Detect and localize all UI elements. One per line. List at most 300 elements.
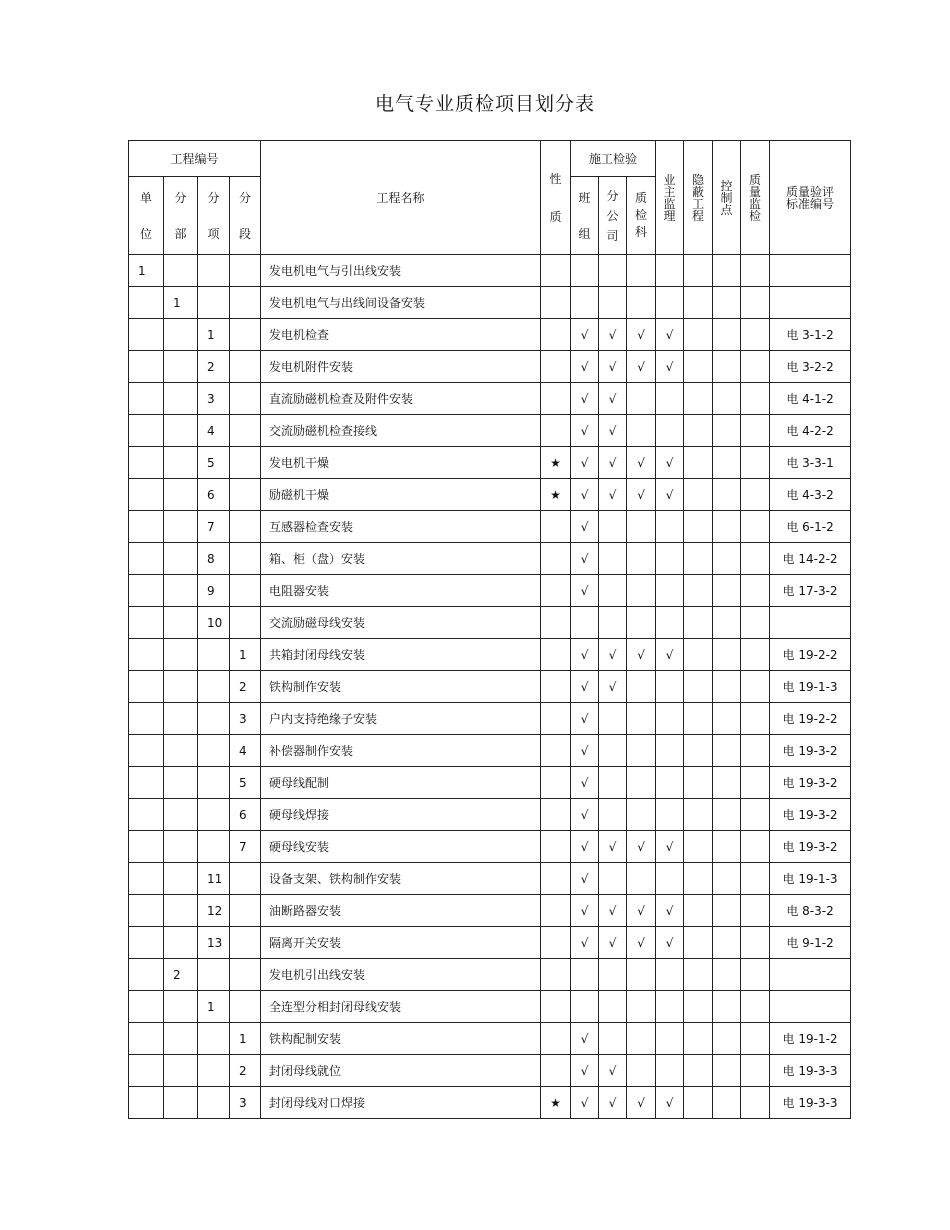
table-row (129, 543, 851, 575)
owner-check: √ (656, 479, 684, 511)
team-check: √ (571, 639, 599, 671)
item-cell: 5 (198, 447, 230, 479)
hidden-works-cell (684, 799, 713, 831)
section-cell (230, 543, 261, 575)
branch-check (599, 959, 627, 991)
team-check: √ (571, 1023, 599, 1055)
qc-check (627, 959, 656, 991)
standard-no-cell: 电 19-1-3 (770, 671, 851, 703)
section-cell (230, 383, 261, 415)
owner-check: √ (656, 447, 684, 479)
hidden-works-cell (684, 255, 713, 287)
control-point-cell (713, 735, 741, 767)
owner-check (656, 863, 684, 895)
section-cell (230, 607, 261, 639)
owner-check: √ (656, 1087, 684, 1119)
project-name-cell: 直流励磁机检查及附件安装 (261, 383, 541, 415)
control-point-cell (713, 255, 741, 287)
standard-no-cell: 电 14-2-2 (770, 543, 851, 575)
quality-supervision-cell (741, 671, 770, 703)
nature-cell (541, 255, 571, 287)
branch-check: √ (599, 639, 627, 671)
owner-check (656, 799, 684, 831)
project-name-cell: 设备支架、铁构制作安装 (261, 863, 541, 895)
item-cell (198, 767, 230, 799)
unit-cell (129, 479, 164, 511)
item-cell: 2 (198, 351, 230, 383)
standard-no-cell: 电 19-1-2 (770, 1023, 851, 1055)
nature-cell (541, 351, 571, 383)
header-qc-dept: 质 检 科 (627, 177, 656, 255)
division-cell (164, 991, 198, 1023)
branch-check: √ (599, 351, 627, 383)
section-cell (230, 255, 261, 287)
team-check: √ (571, 575, 599, 607)
item-cell (198, 1023, 230, 1055)
team-check: √ (571, 671, 599, 703)
qc-check (627, 415, 656, 447)
standard-no-cell: 电 19-3-3 (770, 1055, 851, 1087)
division-cell (164, 831, 198, 863)
quality-supervision-cell (741, 415, 770, 447)
division-cell (164, 351, 198, 383)
branch-check: √ (599, 447, 627, 479)
control-point-cell (713, 1087, 741, 1119)
unit-cell (129, 959, 164, 991)
division-cell (164, 447, 198, 479)
team-check: √ (571, 735, 599, 767)
item-cell (198, 639, 230, 671)
standard-no-cell: 电 19-3-2 (770, 735, 851, 767)
nature-cell (541, 383, 571, 415)
qc-check (627, 799, 656, 831)
division-cell (164, 1023, 198, 1055)
nature-cell (541, 639, 571, 671)
branch-check (599, 1023, 627, 1055)
division-cell (164, 479, 198, 511)
project-name-cell: 硬母线焊接 (261, 799, 541, 831)
nature-cell (541, 1055, 571, 1087)
project-name-cell: 铁构制作安装 (261, 671, 541, 703)
team-check: √ (571, 351, 599, 383)
hidden-works-cell (684, 991, 713, 1023)
project-name-cell: 补偿器制作安装 (261, 735, 541, 767)
qc-check (627, 287, 656, 319)
nature-cell: ★ (541, 479, 571, 511)
team-check: √ (571, 703, 599, 735)
division-cell (164, 639, 198, 671)
division-cell (164, 575, 198, 607)
branch-check (599, 735, 627, 767)
qc-check: √ (627, 447, 656, 479)
control-point-cell (713, 479, 741, 511)
project-name-cell: 电阻器安装 (261, 575, 541, 607)
header-branch: 分 公 司 (599, 177, 627, 255)
division-cell (164, 543, 198, 575)
item-cell: 4 (198, 415, 230, 447)
header-section: 分 段 (230, 177, 261, 255)
control-point-cell (713, 959, 741, 991)
owner-check (656, 543, 684, 575)
item-cell: 11 (198, 863, 230, 895)
control-point-cell (713, 1023, 741, 1055)
standard-no-cell: 电 8-3-2 (770, 895, 851, 927)
standard-no-cell: 电 4-3-2 (770, 479, 851, 511)
quality-supervision-cell (741, 1055, 770, 1087)
owner-check (656, 415, 684, 447)
nature-cell (541, 671, 571, 703)
owner-check (656, 607, 684, 639)
unit-cell (129, 671, 164, 703)
team-check: √ (571, 799, 599, 831)
hidden-works-cell (684, 767, 713, 799)
table-row (129, 607, 851, 639)
hidden-works-cell (684, 447, 713, 479)
section-cell (230, 863, 261, 895)
team-check (571, 607, 599, 639)
project-name-cell: 发电机引出线安装 (261, 959, 541, 991)
table-row (129, 351, 851, 383)
branch-check (599, 287, 627, 319)
team-check: √ (571, 383, 599, 415)
standard-no-cell: 电 19-3-3 (770, 1087, 851, 1119)
table-row (129, 927, 851, 959)
unit-cell (129, 319, 164, 351)
hidden-works-cell (684, 1023, 713, 1055)
branch-check: √ (599, 927, 627, 959)
owner-check: √ (656, 927, 684, 959)
standard-no-cell: 电 4-2-2 (770, 415, 851, 447)
unit-cell (129, 543, 164, 575)
hidden-works-cell (684, 543, 713, 575)
project-name-cell: 户内支持绝缘子安装 (261, 703, 541, 735)
item-cell (198, 703, 230, 735)
project-name-cell: 共箱封闭母线安装 (261, 639, 541, 671)
nature-cell: ★ (541, 447, 571, 479)
section-cell: 5 (230, 767, 261, 799)
team-check: √ (571, 479, 599, 511)
header-unit: 单 位 (129, 177, 164, 255)
branch-check: √ (599, 479, 627, 511)
project-name-cell: 发电机附件安装 (261, 351, 541, 383)
table-row (129, 447, 851, 479)
division-cell (164, 383, 198, 415)
qc-check (627, 767, 656, 799)
quality-supervision-cell (741, 863, 770, 895)
owner-check (656, 959, 684, 991)
item-cell: 9 (198, 575, 230, 607)
quality-supervision-cell (741, 511, 770, 543)
quality-supervision-cell (741, 351, 770, 383)
division-cell (164, 703, 198, 735)
unit-cell (129, 607, 164, 639)
unit-cell (129, 735, 164, 767)
branch-check (599, 703, 627, 735)
qc-check: √ (627, 1087, 656, 1119)
table-row (129, 383, 851, 415)
quality-supervision-cell (741, 607, 770, 639)
team-check: √ (571, 319, 599, 351)
qc-check (627, 543, 656, 575)
project-name-cell: 发电机干燥 (261, 447, 541, 479)
section-cell (230, 479, 261, 511)
header-owner-supervision: 业 主 监 理 (656, 141, 684, 255)
qc-check (627, 703, 656, 735)
item-cell: 7 (198, 511, 230, 543)
quality-supervision-cell (741, 447, 770, 479)
team-check: √ (571, 863, 599, 895)
team-check: √ (571, 895, 599, 927)
control-point-cell (713, 639, 741, 671)
item-cell (198, 287, 230, 319)
quality-inspection-table (128, 140, 851, 1119)
section-cell: 2 (230, 671, 261, 703)
branch-check: √ (599, 671, 627, 703)
nature-cell (541, 895, 571, 927)
division-cell (164, 1055, 198, 1087)
branch-check: √ (599, 319, 627, 351)
hidden-works-cell (684, 511, 713, 543)
standard-no-cell: 电 6-1-2 (770, 511, 851, 543)
section-cell (230, 511, 261, 543)
project-name-cell: 发电机检查 (261, 319, 541, 351)
standard-no-cell: 电 17-3-2 (770, 575, 851, 607)
qc-check: √ (627, 895, 656, 927)
header-standard-no: 质量验评 标准编号 (770, 141, 851, 255)
table-row (129, 863, 851, 895)
unit-cell (129, 639, 164, 671)
standard-no-cell: 电 19-2-2 (770, 703, 851, 735)
section-cell: 7 (230, 831, 261, 863)
owner-check: √ (656, 895, 684, 927)
qc-check (627, 735, 656, 767)
header-item: 分 项 (198, 177, 230, 255)
team-check (571, 959, 599, 991)
item-cell: 6 (198, 479, 230, 511)
unit-cell (129, 287, 164, 319)
nature-cell (541, 735, 571, 767)
owner-check: √ (656, 319, 684, 351)
branch-check (599, 575, 627, 607)
project-name-cell: 隔离开关安装 (261, 927, 541, 959)
control-point-cell (713, 543, 741, 575)
hidden-works-cell (684, 703, 713, 735)
hidden-works-cell (684, 607, 713, 639)
section-cell (230, 351, 261, 383)
nature-cell (541, 575, 571, 607)
owner-check: √ (656, 639, 684, 671)
branch-check: √ (599, 415, 627, 447)
hidden-works-cell (684, 895, 713, 927)
quality-supervision-cell (741, 767, 770, 799)
project-name-cell: 箱、柜（盘）安装 (261, 543, 541, 575)
section-cell: 4 (230, 735, 261, 767)
control-point-cell (713, 991, 741, 1023)
control-point-cell (713, 287, 741, 319)
quality-supervision-cell (741, 1023, 770, 1055)
item-cell: 13 (198, 927, 230, 959)
nature-cell (541, 863, 571, 895)
section-cell: 1 (230, 1023, 261, 1055)
hidden-works-cell (684, 1087, 713, 1119)
table-row (129, 895, 851, 927)
standard-no-cell: 电 4-1-2 (770, 383, 851, 415)
qc-check (627, 255, 656, 287)
table-row (129, 319, 851, 351)
qc-check: √ (627, 639, 656, 671)
project-name-cell: 油断路器安装 (261, 895, 541, 927)
division-cell (164, 895, 198, 927)
control-point-cell (713, 383, 741, 415)
unit-cell (129, 703, 164, 735)
item-cell: 10 (198, 607, 230, 639)
item-cell: 8 (198, 543, 230, 575)
control-point-cell (713, 511, 741, 543)
team-check: √ (571, 415, 599, 447)
unit-cell (129, 767, 164, 799)
control-point-cell (713, 703, 741, 735)
quality-supervision-cell (741, 927, 770, 959)
owner-check: √ (656, 351, 684, 383)
unit-cell (129, 1055, 164, 1087)
division-cell (164, 671, 198, 703)
nature-cell (541, 799, 571, 831)
owner-check (656, 767, 684, 799)
item-cell (198, 735, 230, 767)
branch-check: √ (599, 1055, 627, 1087)
hidden-works-cell (684, 575, 713, 607)
unit-cell (129, 831, 164, 863)
branch-check (599, 255, 627, 287)
unit-cell: 1 (129, 255, 164, 287)
unit-cell (129, 383, 164, 415)
table-row (129, 511, 851, 543)
qc-check (627, 991, 656, 1023)
qc-check: √ (627, 927, 656, 959)
unit-cell (129, 1087, 164, 1119)
table-row (129, 703, 851, 735)
control-point-cell (713, 1055, 741, 1087)
team-check (571, 991, 599, 1023)
qc-check (627, 607, 656, 639)
unit-cell (129, 927, 164, 959)
control-point-cell (713, 415, 741, 447)
quality-supervision-cell (741, 543, 770, 575)
table-row (129, 767, 851, 799)
unit-cell (129, 447, 164, 479)
hidden-works-cell (684, 735, 713, 767)
division-cell (164, 863, 198, 895)
hidden-works-cell (684, 639, 713, 671)
standard-no-cell (770, 607, 851, 639)
control-point-cell (713, 863, 741, 895)
hidden-works-cell (684, 383, 713, 415)
item-cell (198, 255, 230, 287)
table-row (129, 831, 851, 863)
nature-cell (541, 991, 571, 1023)
team-check: √ (571, 511, 599, 543)
team-check (571, 255, 599, 287)
project-name-cell: 铁构配制安装 (261, 1023, 541, 1055)
owner-check (656, 383, 684, 415)
division-cell (164, 735, 198, 767)
quality-supervision-cell (741, 831, 770, 863)
nature-cell (541, 767, 571, 799)
qc-check (627, 511, 656, 543)
header-project-code: 工程编号 (129, 141, 261, 177)
branch-check (599, 543, 627, 575)
control-point-cell (713, 831, 741, 863)
branch-check: √ (599, 831, 627, 863)
qc-check: √ (627, 351, 656, 383)
quality-supervision-cell (741, 575, 770, 607)
project-name-cell: 交流励磁母线安装 (261, 607, 541, 639)
team-check: √ (571, 447, 599, 479)
branch-check (599, 511, 627, 543)
branch-check (599, 767, 627, 799)
section-cell (230, 959, 261, 991)
control-point-cell (713, 927, 741, 959)
project-name-cell: 硬母线安装 (261, 831, 541, 863)
owner-check (656, 255, 684, 287)
table-row (129, 799, 851, 831)
table-row (129, 575, 851, 607)
qc-check: √ (627, 479, 656, 511)
qc-check (627, 1023, 656, 1055)
item-cell (198, 671, 230, 703)
division-cell (164, 511, 198, 543)
standard-no-cell (770, 287, 851, 319)
standard-no-cell: 电 9-1-2 (770, 927, 851, 959)
item-cell: 3 (198, 383, 230, 415)
unit-cell (129, 1023, 164, 1055)
owner-check (656, 1023, 684, 1055)
section-cell (230, 895, 261, 927)
standard-no-cell: 电 19-3-2 (770, 799, 851, 831)
division-cell (164, 415, 198, 447)
hidden-works-cell (684, 863, 713, 895)
project-name-cell: 封闭母线就位 (261, 1055, 541, 1087)
unit-cell (129, 799, 164, 831)
nature-cell: ★ (541, 1087, 571, 1119)
project-name-cell: 发电机电气与出线间设备安装 (261, 287, 541, 319)
quality-supervision-cell (741, 383, 770, 415)
hidden-works-cell (684, 287, 713, 319)
branch-check (599, 607, 627, 639)
item-cell: 12 (198, 895, 230, 927)
hidden-works-cell (684, 831, 713, 863)
nature-cell (541, 1023, 571, 1055)
division-cell (164, 799, 198, 831)
quality-supervision-cell (741, 959, 770, 991)
item-cell (198, 831, 230, 863)
hidden-works-cell (684, 671, 713, 703)
nature-cell (541, 415, 571, 447)
division-cell (164, 767, 198, 799)
table-row (129, 1055, 851, 1087)
standard-no-cell: 电 3-3-1 (770, 447, 851, 479)
unit-cell (129, 863, 164, 895)
control-point-cell (713, 351, 741, 383)
branch-check (599, 991, 627, 1023)
qc-check (627, 383, 656, 415)
project-name-cell: 励磁机干燥 (261, 479, 541, 511)
item-cell: 1 (198, 991, 230, 1023)
quality-supervision-cell (741, 799, 770, 831)
owner-check (656, 703, 684, 735)
section-cell: 2 (230, 1055, 261, 1087)
section-cell (230, 415, 261, 447)
